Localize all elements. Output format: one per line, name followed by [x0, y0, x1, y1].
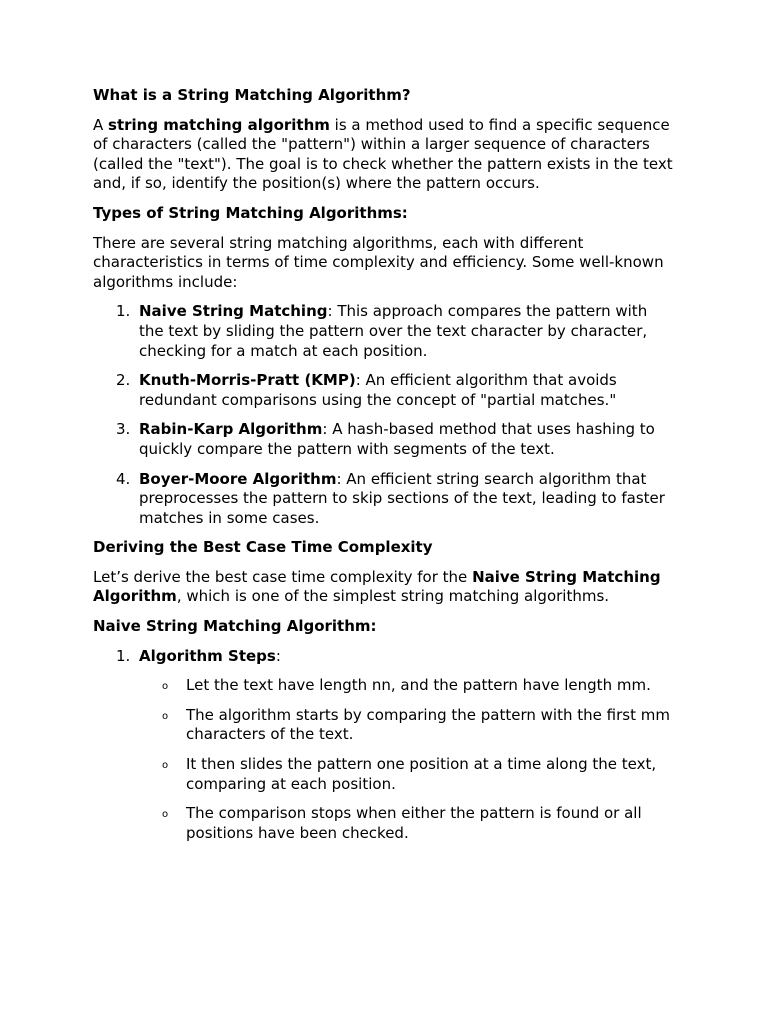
intro-text-bold: string matching algorithm	[108, 115, 330, 134]
list-item-text: : An efficient string search algorithm that preprocesses the pattern to skip sections of the text, leading to faster matches in some cases.	[139, 469, 665, 527]
naive-steps-list	[93, 647, 676, 667]
list-item	[93, 420, 676, 459]
intro-text-lead: A	[93, 115, 109, 134]
bullet-icon: o	[162, 809, 169, 821]
list-item	[93, 647, 676, 667]
bullet-text: The algorithm starts by comparing the pattern with the first mm characters of the text.	[186, 705, 670, 744]
bullet-item	[93, 706, 676, 745]
bullet-text: Let the text have length nn, and the pattern have length mm.	[186, 676, 651, 695]
list-number: 4.	[116, 469, 131, 488]
section-heading-types: Types of String Matching Algorithms:	[93, 203, 408, 222]
types-paragraph: There are several string matching algorithms, each with different characteristics in terms of time complexity and efficiency. Some well-known algorithms include:	[93, 233, 664, 291]
list-item-title: Boyer-Moore Algorithm	[139, 469, 337, 488]
algorithm-steps-bullets	[93, 676, 676, 843]
list-number: 1.	[116, 302, 131, 321]
list-item	[93, 470, 676, 529]
bullet-icon: o	[162, 681, 169, 693]
bullet-text: The comparison stops when either the pattern is found or all positions have been checked.	[186, 804, 642, 842]
section-heading-naive: Naive String Matching Algorithm:	[93, 617, 377, 636]
list-item-text: : An efficient algorithm that avoids redundant comparisons using the concept of "partial matches."	[139, 371, 617, 409]
list-number: 2.	[116, 371, 131, 390]
bullet-item	[93, 804, 676, 843]
section-heading-what-is: What is a String Matching Algorithm?	[93, 86, 411, 104]
intro-text-rest: is a method used to find a specific sequence of characters (called the "pattern") within a larger sequence of characters (called the "text"). The goal is to check whether the pattern exists in the text and, if so, identify the position(s) where the pattern occurs.	[93, 115, 673, 193]
list-item	[93, 302, 676, 361]
list-item-text: : A hash-based method that uses hashing to quickly compare the pattern with segments of the text.	[139, 420, 655, 458]
list-item-title: Rabin-Karp Algorithm	[139, 420, 323, 439]
list-item-title: Naive String Matching	[139, 302, 328, 321]
bullet-text: It then slides the pattern one position at a time along the text, comparing at each position.	[186, 755, 657, 793]
bullet-item	[93, 755, 676, 794]
bullet-icon: o	[162, 710, 169, 722]
step-colon: :	[275, 646, 281, 665]
section-heading-deriving: Deriving the Best Case Time Complexity	[93, 538, 433, 557]
derive-text-bold: Naive String Matching Algorithm	[93, 567, 661, 606]
list-item	[93, 371, 676, 410]
bullet-icon: o	[162, 760, 169, 772]
bullet-item	[93, 676, 676, 696]
algorithm-list	[93, 302, 676, 528]
derive-text-lead: Let’s derive the best case time complexity for the	[93, 567, 473, 586]
derive-text-rest: , which is one of the simplest string matching algorithms.	[176, 587, 610, 606]
list-item-text: : This approach compares the pattern with the text by sliding the pattern over the text character by character, checking for a match at each position.	[139, 302, 648, 360]
list-number: 3.	[116, 420, 131, 439]
derive-paragraph	[93, 568, 676, 607]
intro-paragraph	[93, 116, 676, 194]
list-item-title: Knuth-Morris-Pratt (KMP)	[139, 371, 356, 390]
list-number: 1.	[116, 646, 131, 665]
step-title: Algorithm Steps	[139, 646, 276, 665]
